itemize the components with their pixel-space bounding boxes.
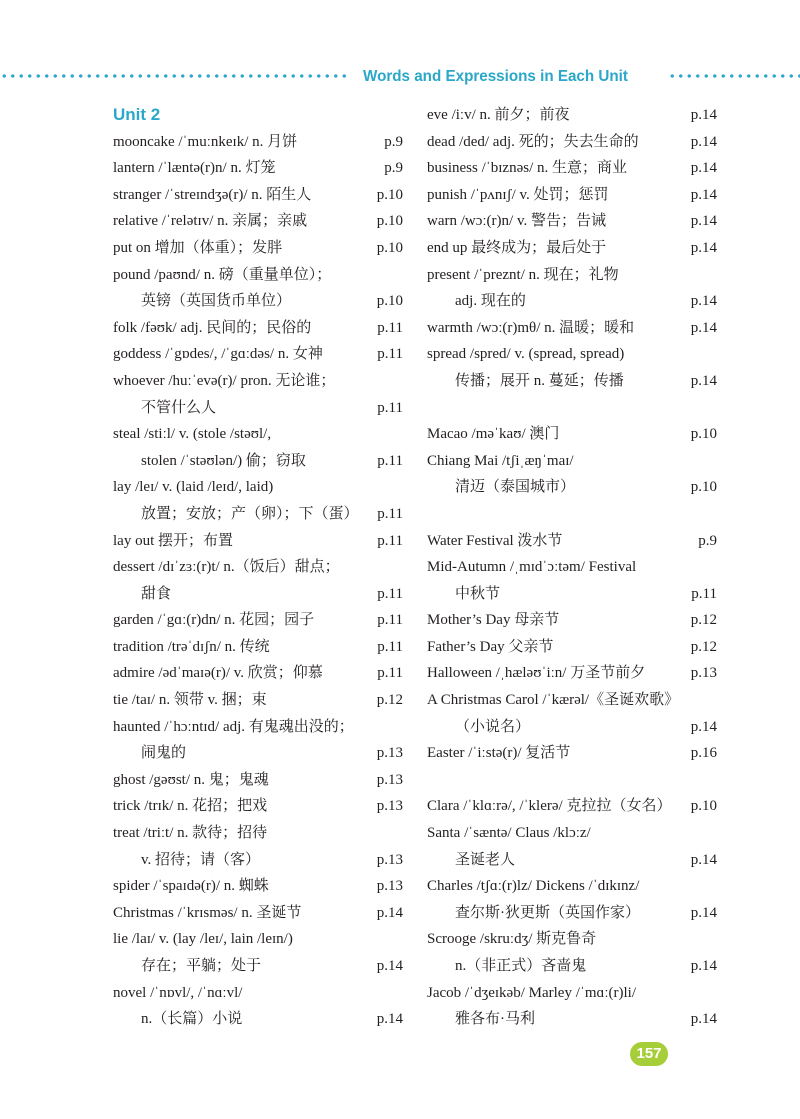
vocab-entry	[113, 980, 403, 1007]
entry-text: put on 增加（体重）；发胖	[113, 239, 283, 256]
entry-text: v. 招待；请（客）	[141, 851, 261, 868]
entry-text: 雅各布·马利	[455, 1011, 535, 1028]
page-reference: p.11	[377, 638, 403, 655]
entry-text: present /ˈpreznt/ n. 现在；礼物	[427, 266, 619, 283]
page-reference: p.10	[690, 479, 717, 496]
page-reference: p.14	[690, 718, 717, 735]
page-reference: p.11	[377, 665, 403, 682]
entry-text: Jacob /ˈdʒeɪkəb/ Marley /ˈmɑː(r)li/	[427, 984, 637, 1001]
vocab-entry	[113, 208, 403, 235]
page-reference: p.10	[690, 798, 717, 815]
entry-text: lay /leɪ/ v. (laid /leɪd/, laid)	[113, 479, 274, 496]
entry-text: admire /ədˈmaɪə(r)/ v. 欣赏；仰慕	[113, 665, 323, 682]
vocab-entry	[427, 528, 717, 555]
page-reference: p.12	[376, 692, 403, 709]
vocab-entry	[427, 740, 717, 767]
entry-text: Father’s Day 父亲节	[427, 638, 554, 655]
page-reference: p.9	[698, 532, 717, 549]
page-reference: p.13	[376, 851, 403, 868]
vocab-entry	[427, 341, 717, 368]
vocab-entry	[113, 634, 403, 661]
page-reference: p.13	[376, 798, 403, 815]
header-dotted-rule-left	[0, 74, 350, 78]
page-reference: p.11	[377, 346, 403, 363]
vocab-entry-continuation	[113, 847, 403, 874]
entry-text: eve /iːv/ n. 前夕；前夜	[427, 107, 570, 123]
vocab-entry	[427, 129, 717, 156]
vocab-entry-continuation	[113, 448, 403, 475]
page-reference: p.13	[690, 665, 717, 682]
entry-text: novel /ˈnɒvl/, /ˈnɑːvl/	[113, 984, 243, 1001]
page-reference: p.10	[376, 239, 403, 256]
page-reference: p.10	[376, 186, 403, 203]
entry-text: treat /triːt/ n. 款待；招待	[113, 825, 268, 842]
page-reference: p.14	[376, 958, 403, 974]
vocab-entry	[113, 421, 403, 448]
page-reference: p.14	[690, 958, 717, 974]
vocab-entry	[113, 926, 403, 953]
page-reference: p.14	[376, 904, 403, 921]
vocab-entry	[427, 660, 717, 687]
entry-text: （小说名）	[455, 718, 531, 735]
right-column	[427, 102, 717, 1033]
entry-text: adj. 现在的	[455, 293, 526, 310]
vocab-entry	[113, 341, 403, 368]
page-reference: p.14	[690, 239, 717, 256]
page-reference: p.14	[690, 851, 717, 868]
vocab-entry-continuation	[427, 288, 717, 315]
entry-text: Santa /ˈsæntə/ Claus /klɔːz/	[427, 825, 591, 842]
vocab-entry	[427, 634, 717, 661]
entry-text: Macao /məˈkaʊ/ 澳门	[427, 426, 560, 443]
vocab-entry	[113, 660, 403, 687]
vocab-entry	[113, 182, 403, 209]
group-spacer	[427, 395, 717, 422]
entry-text: Clara /ˈklɑːrə/, /ˈklerə/ 克拉拉（女名）	[427, 798, 672, 815]
page-reference: p.11	[377, 399, 403, 416]
vocab-entry	[113, 235, 403, 262]
entry-text: stolen /ˈstəʊlən/) 偷；窃取	[141, 452, 306, 469]
vocab-entry	[113, 793, 403, 820]
entry-text: n.（非正式）吝啬鬼	[455, 958, 587, 974]
vocab-entry	[113, 262, 403, 289]
page-reference: p.14	[690, 372, 717, 389]
page-reference: p.14	[690, 213, 717, 230]
entry-text: Mother’s Day 母亲节	[427, 612, 560, 629]
entry-text: Chiang Mai /tʃiˌæŋˈmaɪ/	[427, 452, 574, 469]
unit-heading	[113, 102, 403, 129]
entry-text: tie /taɪ/ n. 领带 v. 捆；束	[113, 692, 267, 709]
vocab-entry-continuation	[113, 501, 403, 528]
entry-text: 放置；安放；产（卵）；下（蛋）	[141, 505, 359, 522]
vocab-entry	[113, 820, 403, 847]
page-reference: p.11	[377, 452, 403, 469]
page-reference: p.11	[377, 585, 403, 602]
entry-text: 传播；展开 n. 蔓延；传播	[455, 372, 624, 389]
vocab-entry-continuation	[427, 953, 717, 980]
entry-text: Halloween /ˌhæləʊˈiːn/ 万圣节前夕	[427, 665, 646, 682]
entry-text: lantern /ˈlæntə(r)n/ n. 灯笼	[113, 160, 276, 177]
vocab-entry	[427, 421, 717, 448]
page-reference: p.9	[384, 160, 403, 177]
vocab-entry	[427, 554, 717, 581]
page-reference: p.12	[690, 638, 717, 655]
vocab-entry	[427, 315, 717, 342]
vocab-entry	[427, 208, 717, 235]
vocab-entry	[427, 820, 717, 847]
vocab-entry-continuation	[427, 474, 717, 501]
page-reference: p.10	[376, 213, 403, 230]
entry-text: garden /ˈgɑː(r)dn/ n. 花园；园子	[113, 612, 315, 629]
page-reference: p.9	[384, 133, 403, 150]
vocab-entry	[113, 315, 403, 342]
entry-text: 查尔斯·狄更斯（英国作家）	[455, 904, 640, 921]
vocab-entry	[427, 980, 717, 1007]
page-reference: p.14	[690, 319, 717, 336]
entry-text: punish /ˈpʌnɪʃ/ v. 处罚；惩罚	[427, 186, 609, 203]
page-reference: p.10	[376, 293, 403, 310]
entry-text: lie /laɪ/ v. (lay /leɪ/, lain /leɪn/)	[113, 931, 293, 948]
entry-text: Water Festival 泼水节	[427, 532, 563, 549]
page-reference: p.11	[691, 585, 717, 602]
vocab-entry	[427, 182, 717, 209]
entry-text: relative /ˈrelətɪv/ n. 亲属；亲戚	[113, 213, 308, 230]
entry-text: 中秋节	[455, 585, 501, 602]
entry-text: 存在；平躺；处于	[141, 958, 262, 974]
entry-text: 英镑（英国货币单位）	[141, 293, 292, 310]
page-reference: p.13	[376, 745, 403, 762]
page-reference: p.11	[377, 319, 403, 336]
entry-text: haunted /ˈhɔːntɪd/ adj. 有鬼魂出没的；	[113, 718, 354, 735]
page-reference: p.14	[690, 1011, 717, 1028]
vocab-entry	[113, 474, 403, 501]
page-reference: p.13	[376, 771, 403, 788]
vocab-entry-continuation	[427, 900, 717, 927]
vocab-entry	[113, 528, 403, 555]
vocab-entry	[427, 102, 717, 129]
vocab-entry	[427, 926, 717, 953]
page-reference: p.10	[690, 426, 717, 443]
page-reference: p.11	[377, 612, 403, 629]
page-reference: p.14	[690, 107, 717, 123]
vocab-entry-continuation	[113, 953, 403, 980]
section-header	[0, 62, 800, 92]
page-reference: p.14	[690, 160, 717, 177]
vocab-entry-continuation	[113, 1006, 403, 1033]
entry-text: 不管什么人	[141, 399, 217, 416]
header-dotted-rule-right	[668, 74, 800, 78]
entry-text: trick /trɪk/ n. 花招；把戏	[113, 798, 268, 815]
page-reference: p.14	[690, 133, 717, 150]
vocab-entry-continuation	[113, 395, 403, 422]
entry-text: steal /stiːl/ v. (stole /stəʊl/,	[113, 426, 272, 443]
section-title: Words and Expressions in Each Unit	[363, 68, 628, 85]
page-reference: p.13	[376, 878, 403, 895]
entry-text: Easter /ˈiːstə(r)/ 复活节	[427, 745, 571, 762]
vocab-entry	[113, 714, 403, 741]
entry-text: business /ˈbɪznəs/ n. 生意；商业	[427, 160, 627, 177]
entry-text: 甜食	[141, 585, 172, 602]
entry-text: pound /paʊnd/ n. 磅（重量单位）；	[113, 266, 332, 283]
vocab-entry	[113, 767, 403, 794]
page-reference: p.12	[690, 612, 717, 629]
entry-text: tradition /trəˈdɪʃn/ n. 传统	[113, 638, 270, 655]
entry-text: spider /ˈspaɪdə(r)/ n. 蜘蛛	[113, 878, 269, 895]
entry-text: Charles /tʃɑː(r)lz/ Dickens /ˈdɪkɪnz/	[427, 878, 640, 895]
vocab-entry	[113, 554, 403, 581]
entry-text: ghost /gəʊst/ n. 鬼；鬼魂	[113, 771, 269, 788]
vocab-entry-continuation	[427, 714, 717, 741]
group-spacer	[427, 501, 717, 528]
vocab-entry	[427, 687, 717, 714]
vocab-entry	[113, 368, 403, 395]
vocab-entry-continuation	[113, 288, 403, 315]
entry-text: Scrooge /skruːdʒ/ 斯克鲁奇	[427, 931, 597, 948]
entry-text: folk /fəʊk/ adj. 民间的；民俗的	[113, 319, 312, 336]
vocab-entry-continuation	[427, 368, 717, 395]
vocab-entry	[427, 262, 717, 289]
page-reference: p.16	[690, 745, 717, 762]
page-reference: p.11	[377, 505, 403, 522]
entry-text: 闹鬼的	[141, 745, 187, 762]
entry-text: A Christmas Carol /ˈkærəl/《圣诞欢歌》	[427, 692, 680, 709]
vocab-entry-continuation	[113, 581, 403, 608]
vocab-entry	[113, 129, 403, 156]
entry-text: dead /ded/ adj. 死的；失去生命的	[427, 133, 639, 150]
vocab-entry	[427, 873, 717, 900]
page-number-badge: 157	[630, 1042, 668, 1066]
entry-text: spread /spred/ v. (spread, spread)	[427, 346, 625, 363]
entry-text: end up 最终成为；最后处于	[427, 239, 607, 256]
vocab-entry-continuation	[113, 740, 403, 767]
entry-text: goddess /ˈgɒdes/, /ˈgɑːdəs/ n. 女神	[113, 346, 323, 363]
entry-text: 圣诞老人	[455, 851, 516, 868]
entry-text: warn /wɔː(r)n/ v. 警告；告诫	[427, 213, 606, 230]
entry-text: stranger /ˈstreɪndʒə(r)/ n. 陌生人	[113, 186, 312, 203]
vocab-entry	[113, 607, 403, 634]
vocab-entry	[113, 155, 403, 182]
entry-text: whoever /huːˈevə(r)/ pron. 无论谁；	[113, 372, 336, 389]
vocab-entry	[113, 900, 403, 927]
vocab-entry	[427, 793, 717, 820]
entry-text: lay out 摆开；布置	[113, 532, 233, 549]
entry-text: 清迈（泰国城市）	[455, 479, 576, 496]
vocab-entry	[113, 687, 403, 714]
entry-text: n.（长篇）小说	[141, 1011, 243, 1028]
page-reference: p.14	[376, 1011, 403, 1028]
page-reference: p.11	[377, 532, 403, 549]
vocab-entry	[427, 607, 717, 634]
left-column	[113, 102, 403, 1033]
entry-text: Christmas /ˈkrɪsməs/ n. 圣诞节	[113, 904, 302, 921]
entry-text: Mid-Autumn /ˌmɪdˈɔːtəm/ Festival	[427, 559, 637, 576]
group-spacer	[427, 767, 717, 794]
unit-heading-text: Unit 2	[113, 105, 161, 124]
entry-text: mooncake /ˈmuːnkeɪk/ n. 月饼	[113, 133, 298, 150]
vocab-entry	[427, 155, 717, 182]
vocab-entry	[427, 235, 717, 262]
vocab-entry	[113, 873, 403, 900]
page-reference: p.14	[690, 186, 717, 203]
page-reference: p.14	[690, 904, 717, 921]
entry-text: dessert /dɪˈzɜː(r)t/ n.（饭后）甜点；	[113, 559, 340, 576]
page-reference: p.14	[690, 293, 717, 310]
vocab-entry-continuation	[427, 1006, 717, 1033]
vocab-entry-continuation	[427, 847, 717, 874]
entry-text: warmth /wɔː(r)mθ/ n. 温暖；暖和	[427, 319, 635, 336]
vocab-entry-continuation	[427, 581, 717, 608]
vocab-entry	[427, 448, 717, 475]
